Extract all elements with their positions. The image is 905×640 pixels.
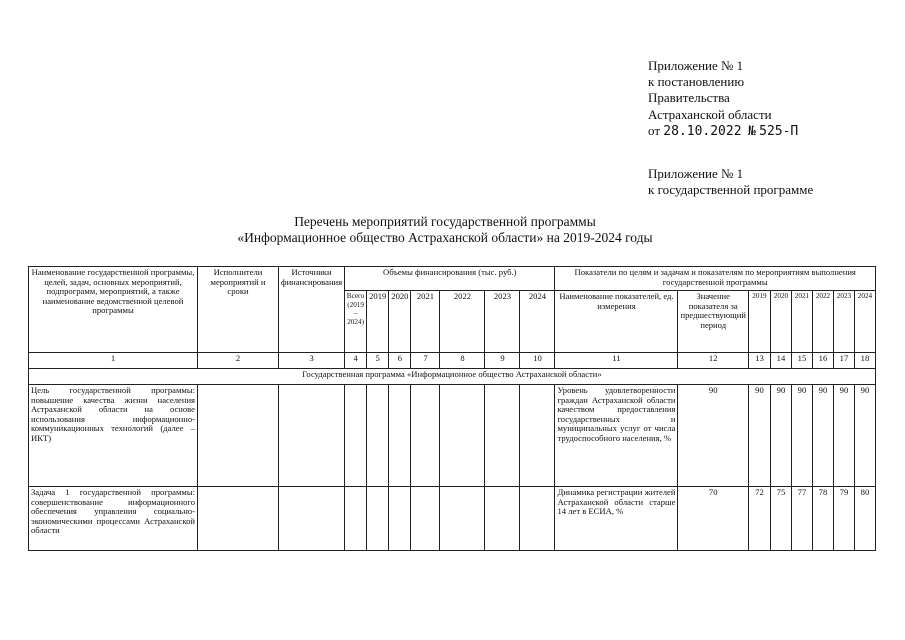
program-appendix-block xyxy=(648,166,813,198)
header-name: Наименование государственной программы, целей, задач, основных мероприятий, подпрограмм, мероприятий, а также наименование ведомственной целевой программы xyxy=(29,267,198,353)
column-number: 3 xyxy=(279,353,345,369)
column-number: 11 xyxy=(555,353,678,369)
row-indicator: Динамика регистрации жителей Астраханской области старше 14 лет в ЕСИА, % xyxy=(555,487,678,551)
column-number: 4 xyxy=(345,353,367,369)
header-funding-year: 2021 xyxy=(411,291,440,353)
row-name: Задача 1 государственной программы: совершенствование информационного обеспечения управления социально-экономическими процессами Астраханской области xyxy=(29,487,198,551)
row-prev-value: 90 xyxy=(678,385,748,487)
empty-cell xyxy=(367,385,389,487)
row-year-value: 77 xyxy=(791,487,812,551)
row-year-value: 90 xyxy=(812,385,833,487)
empty-cell xyxy=(520,487,555,551)
number-prefix: № xyxy=(748,123,756,139)
empty-cell xyxy=(198,487,279,551)
header-indicator-year: 2024 xyxy=(854,291,875,353)
header-funding-year: 2019 xyxy=(367,291,389,353)
header-indicator-name: Наименование показателей, ед. измерения xyxy=(555,291,678,353)
header-funding-year: 2024 xyxy=(520,291,555,353)
column-number: 15 xyxy=(791,353,812,369)
empty-cell xyxy=(411,487,440,551)
column-number: 7 xyxy=(411,353,440,369)
column-number: 1 xyxy=(29,353,198,369)
empty-cell xyxy=(198,385,279,487)
column-number: 10 xyxy=(520,353,555,369)
header-indicator-year: 2019 xyxy=(748,291,770,353)
title-line: Перечень мероприятий государственной программы xyxy=(294,214,596,229)
column-number: 12 xyxy=(678,353,748,369)
empty-cell xyxy=(520,385,555,487)
empty-cell xyxy=(411,385,440,487)
row-year-value: 90 xyxy=(770,385,791,487)
header-funding: Объемы финансирования (тыс. руб.) xyxy=(345,267,555,291)
column-number: 13 xyxy=(748,353,770,369)
empty-cell xyxy=(279,385,345,487)
column-number: 18 xyxy=(854,353,875,369)
decree-date: 28.10.2022 xyxy=(663,123,742,139)
appendix-line: Приложение № 1 xyxy=(648,166,744,181)
empty-cell xyxy=(345,385,367,487)
appendix-line: Астраханской области xyxy=(648,106,772,122)
row-year-value: 75 xyxy=(770,487,791,551)
row-year-value: 72 xyxy=(748,487,770,551)
approval-block xyxy=(648,58,798,140)
column-number-row xyxy=(29,353,876,369)
empty-cell xyxy=(440,487,485,551)
header-indicators: Показатели по целям и задачам и показателям по мероприятиям выполнения государственной программы xyxy=(555,267,875,291)
appendix-line: Правительства xyxy=(648,90,730,106)
empty-cell xyxy=(279,487,345,551)
header-funding-year: 2022 xyxy=(440,291,485,353)
document-title xyxy=(210,214,680,246)
row-indicator: Уровень удовлетворенности граждан Астраханской области качеством предоставления государственных и муниципальных услуг от числа трудоспособного населения, % xyxy=(555,385,678,487)
appendix-line: Приложение № 1 xyxy=(648,58,744,73)
empty-cell xyxy=(485,487,520,551)
table-row xyxy=(29,487,876,551)
header-sources: Источники финансирования xyxy=(279,267,345,353)
header-indicator-year: 2020 xyxy=(770,291,791,353)
table-row xyxy=(29,385,876,487)
empty-cell xyxy=(440,385,485,487)
header-row xyxy=(29,267,876,291)
appendix-line: к постановлению xyxy=(648,74,745,90)
row-year-value: 90 xyxy=(748,385,770,487)
title-line: «Информационное общество Астраханской области» на 2019-2024 годы xyxy=(237,230,653,245)
date-prefix: от xyxy=(648,122,661,138)
empty-cell xyxy=(389,487,411,551)
decree-number: 525-П xyxy=(759,123,799,139)
column-number: 5 xyxy=(367,353,389,369)
section-title: Государственная программа «Информационное общество Астраханской области» xyxy=(29,369,876,385)
header-funding-year: 2023 xyxy=(485,291,520,353)
column-number: 9 xyxy=(485,353,520,369)
decree-date-line xyxy=(648,123,798,140)
empty-cell xyxy=(389,385,411,487)
column-number: 17 xyxy=(833,353,854,369)
row-prev-value: 70 xyxy=(678,487,748,551)
row-name: Цель государственной программы: повышение качества жизни населения Астраханской области на основе использования информационно-коммуникационных технологий (далее – ИКТ) xyxy=(29,385,198,487)
header-indicator-prev: Значение показателя за предшествующий период xyxy=(678,291,748,353)
header-indicator-year: 2022 xyxy=(812,291,833,353)
empty-cell xyxy=(345,487,367,551)
empty-cell xyxy=(367,487,389,551)
header-executors: Исполнители мероприятий и сроки xyxy=(198,267,279,353)
column-number: 2 xyxy=(198,353,279,369)
header-indicator-year: 2023 xyxy=(833,291,854,353)
row-year-value: 80 xyxy=(854,487,875,551)
row-year-value: 90 xyxy=(791,385,812,487)
row-year-value: 90 xyxy=(854,385,875,487)
column-number: 6 xyxy=(389,353,411,369)
row-year-value: 78 xyxy=(812,487,833,551)
column-number: 14 xyxy=(770,353,791,369)
header-indicator-year: 2021 xyxy=(791,291,812,353)
row-year-value: 79 xyxy=(833,487,854,551)
column-number: 16 xyxy=(812,353,833,369)
section-row xyxy=(29,369,876,385)
measures-table xyxy=(28,266,876,551)
row-year-value: 90 xyxy=(833,385,854,487)
column-number: 8 xyxy=(440,353,485,369)
empty-cell xyxy=(485,385,520,487)
appendix-line: к государственной программе xyxy=(648,182,814,198)
header-funding-total: Всего (2019 – 2024) xyxy=(345,291,367,353)
header-funding-year: 2020 xyxy=(389,291,411,353)
